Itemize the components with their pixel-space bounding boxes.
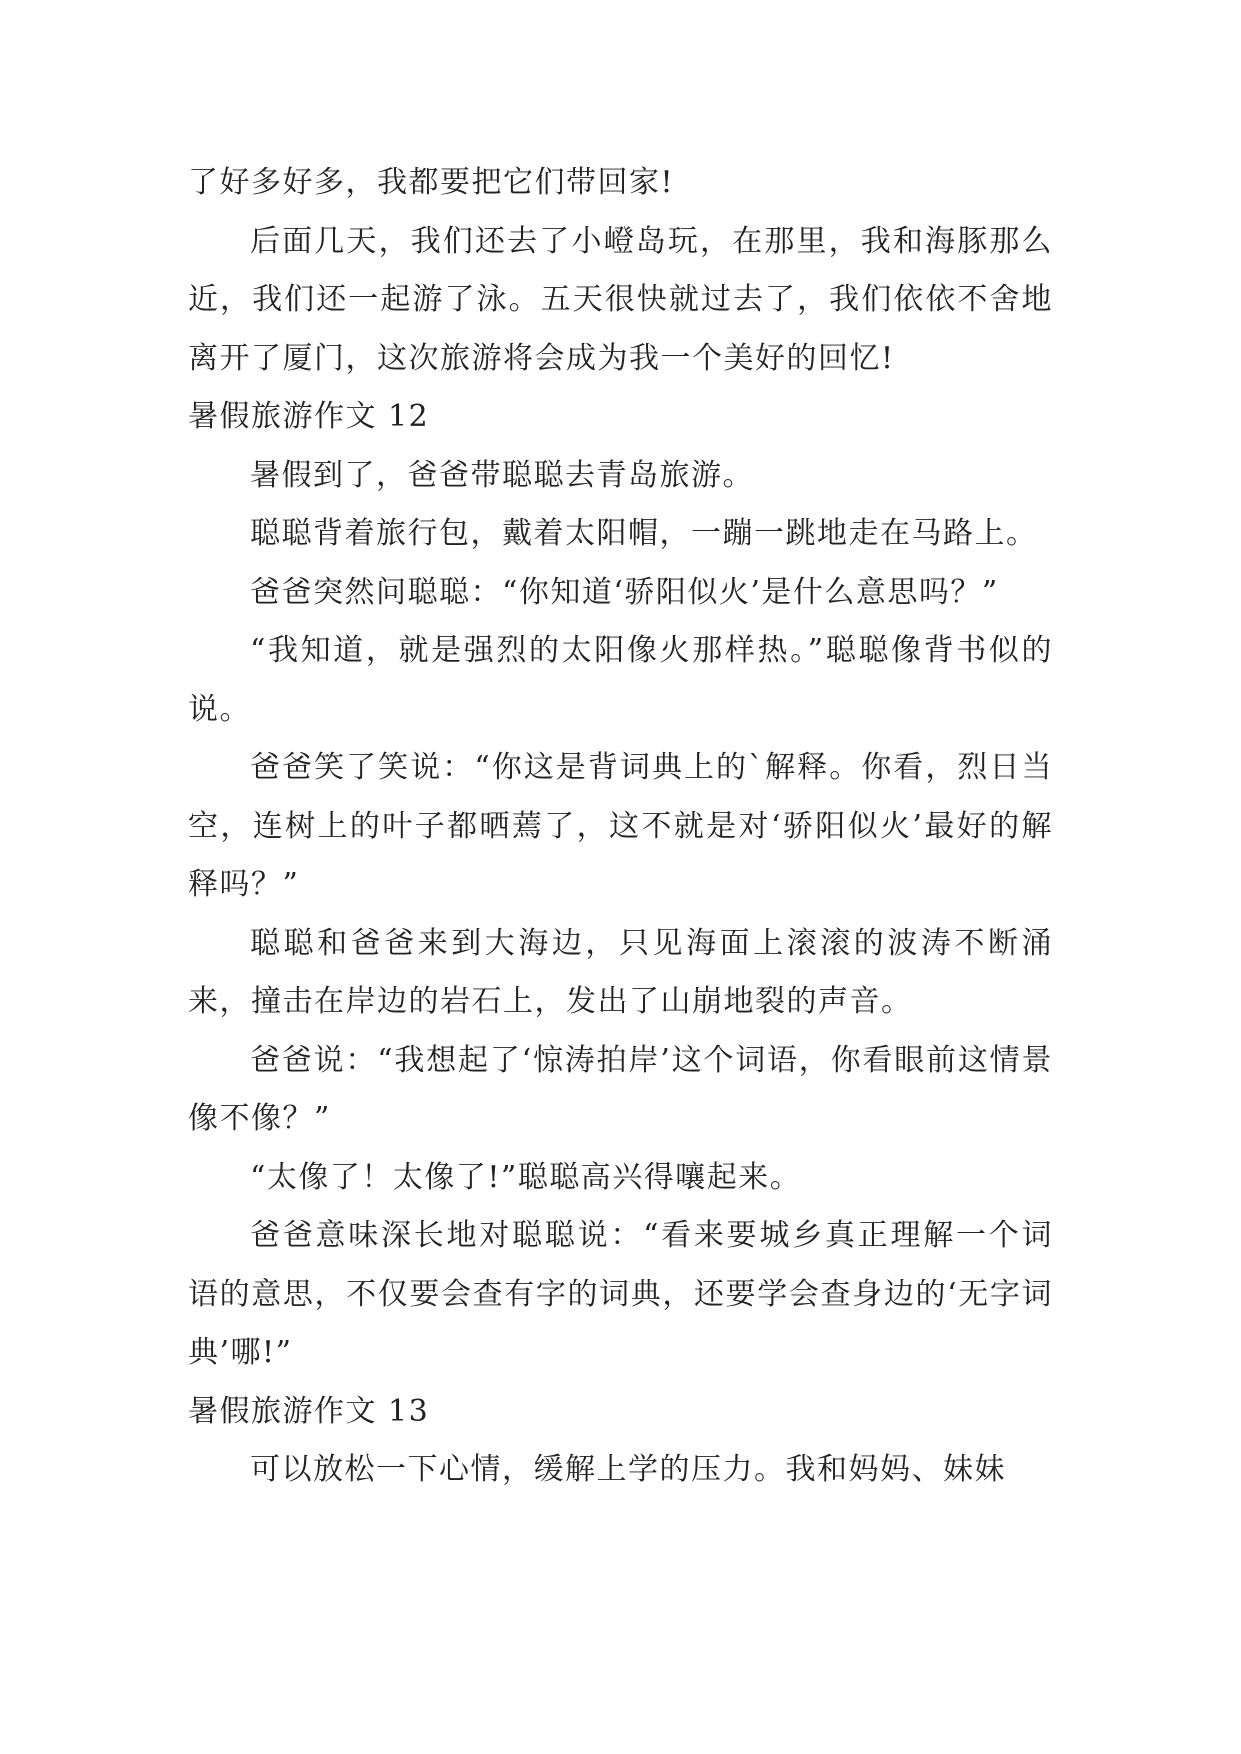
paragraph: 可以放松一下心情，缓解上学的压力。我和妈妈、妹妹	[250, 1452, 1006, 1487]
paragraph: 爸爸笑了笑说：“你这是背词典上的`解释。你看，烈日当空，连树上的叶子都晒蔫了，这不就是对‘骄阳似火’最好的解释吗？”	[188, 750, 1053, 902]
paragraph: 了好多好多，我都要把它们带回家!	[188, 165, 675, 200]
paragraph: 聪聪背着旅行包，戴着太阳帽，一蹦一跳地走在马路上。	[250, 516, 1038, 551]
paragraph: 爸爸说：“我想起了‘惊涛拍岸’这个词语，你看眼前这情景像不像？”	[188, 1042, 1053, 1136]
section-heading: 暑假旅游作文 13	[188, 1393, 430, 1429]
paragraph: “太像了！太像了!”聪聪高兴得嚷起来。	[250, 1159, 802, 1195]
paragraph: 暑假到了，爸爸带聪聪去青岛旅游。	[250, 457, 754, 493]
paragraph: 聪聪和爸爸来到大海边，只见海面上滚滚的波涛不断涌来，撞击在岸边的岩石上，发出了山崩地裂的声音。	[188, 925, 1053, 1019]
section-heading: 暑假旅游作文 12	[188, 399, 430, 434]
paragraph: “我知道，就是强烈的太阳像火那样热。”聪聪像背书似的说。	[188, 633, 1053, 727]
paragraph: 后面几天，我们还去了小嶝岛玩，在那里，我和海豚那么近，我们还一起游了泳。五天很快就过去了，我们依依不舍地离开了厦门，这次旅游将会成为我一个美好的回忆!	[188, 223, 1053, 376]
paragraph: 爸爸突然问聪聪：“你知道‘骄阳似火’是什么意思吗？”	[250, 574, 999, 610]
document-body	[188, 154, 1053, 1500]
paragraph: 爸爸意味深长地对聪聪说：“看来要城乡真正理解一个词语的意思，不仅要会查有字的词典，还要学会查身边的‘无字词典’哪!”	[188, 1218, 1053, 1370]
